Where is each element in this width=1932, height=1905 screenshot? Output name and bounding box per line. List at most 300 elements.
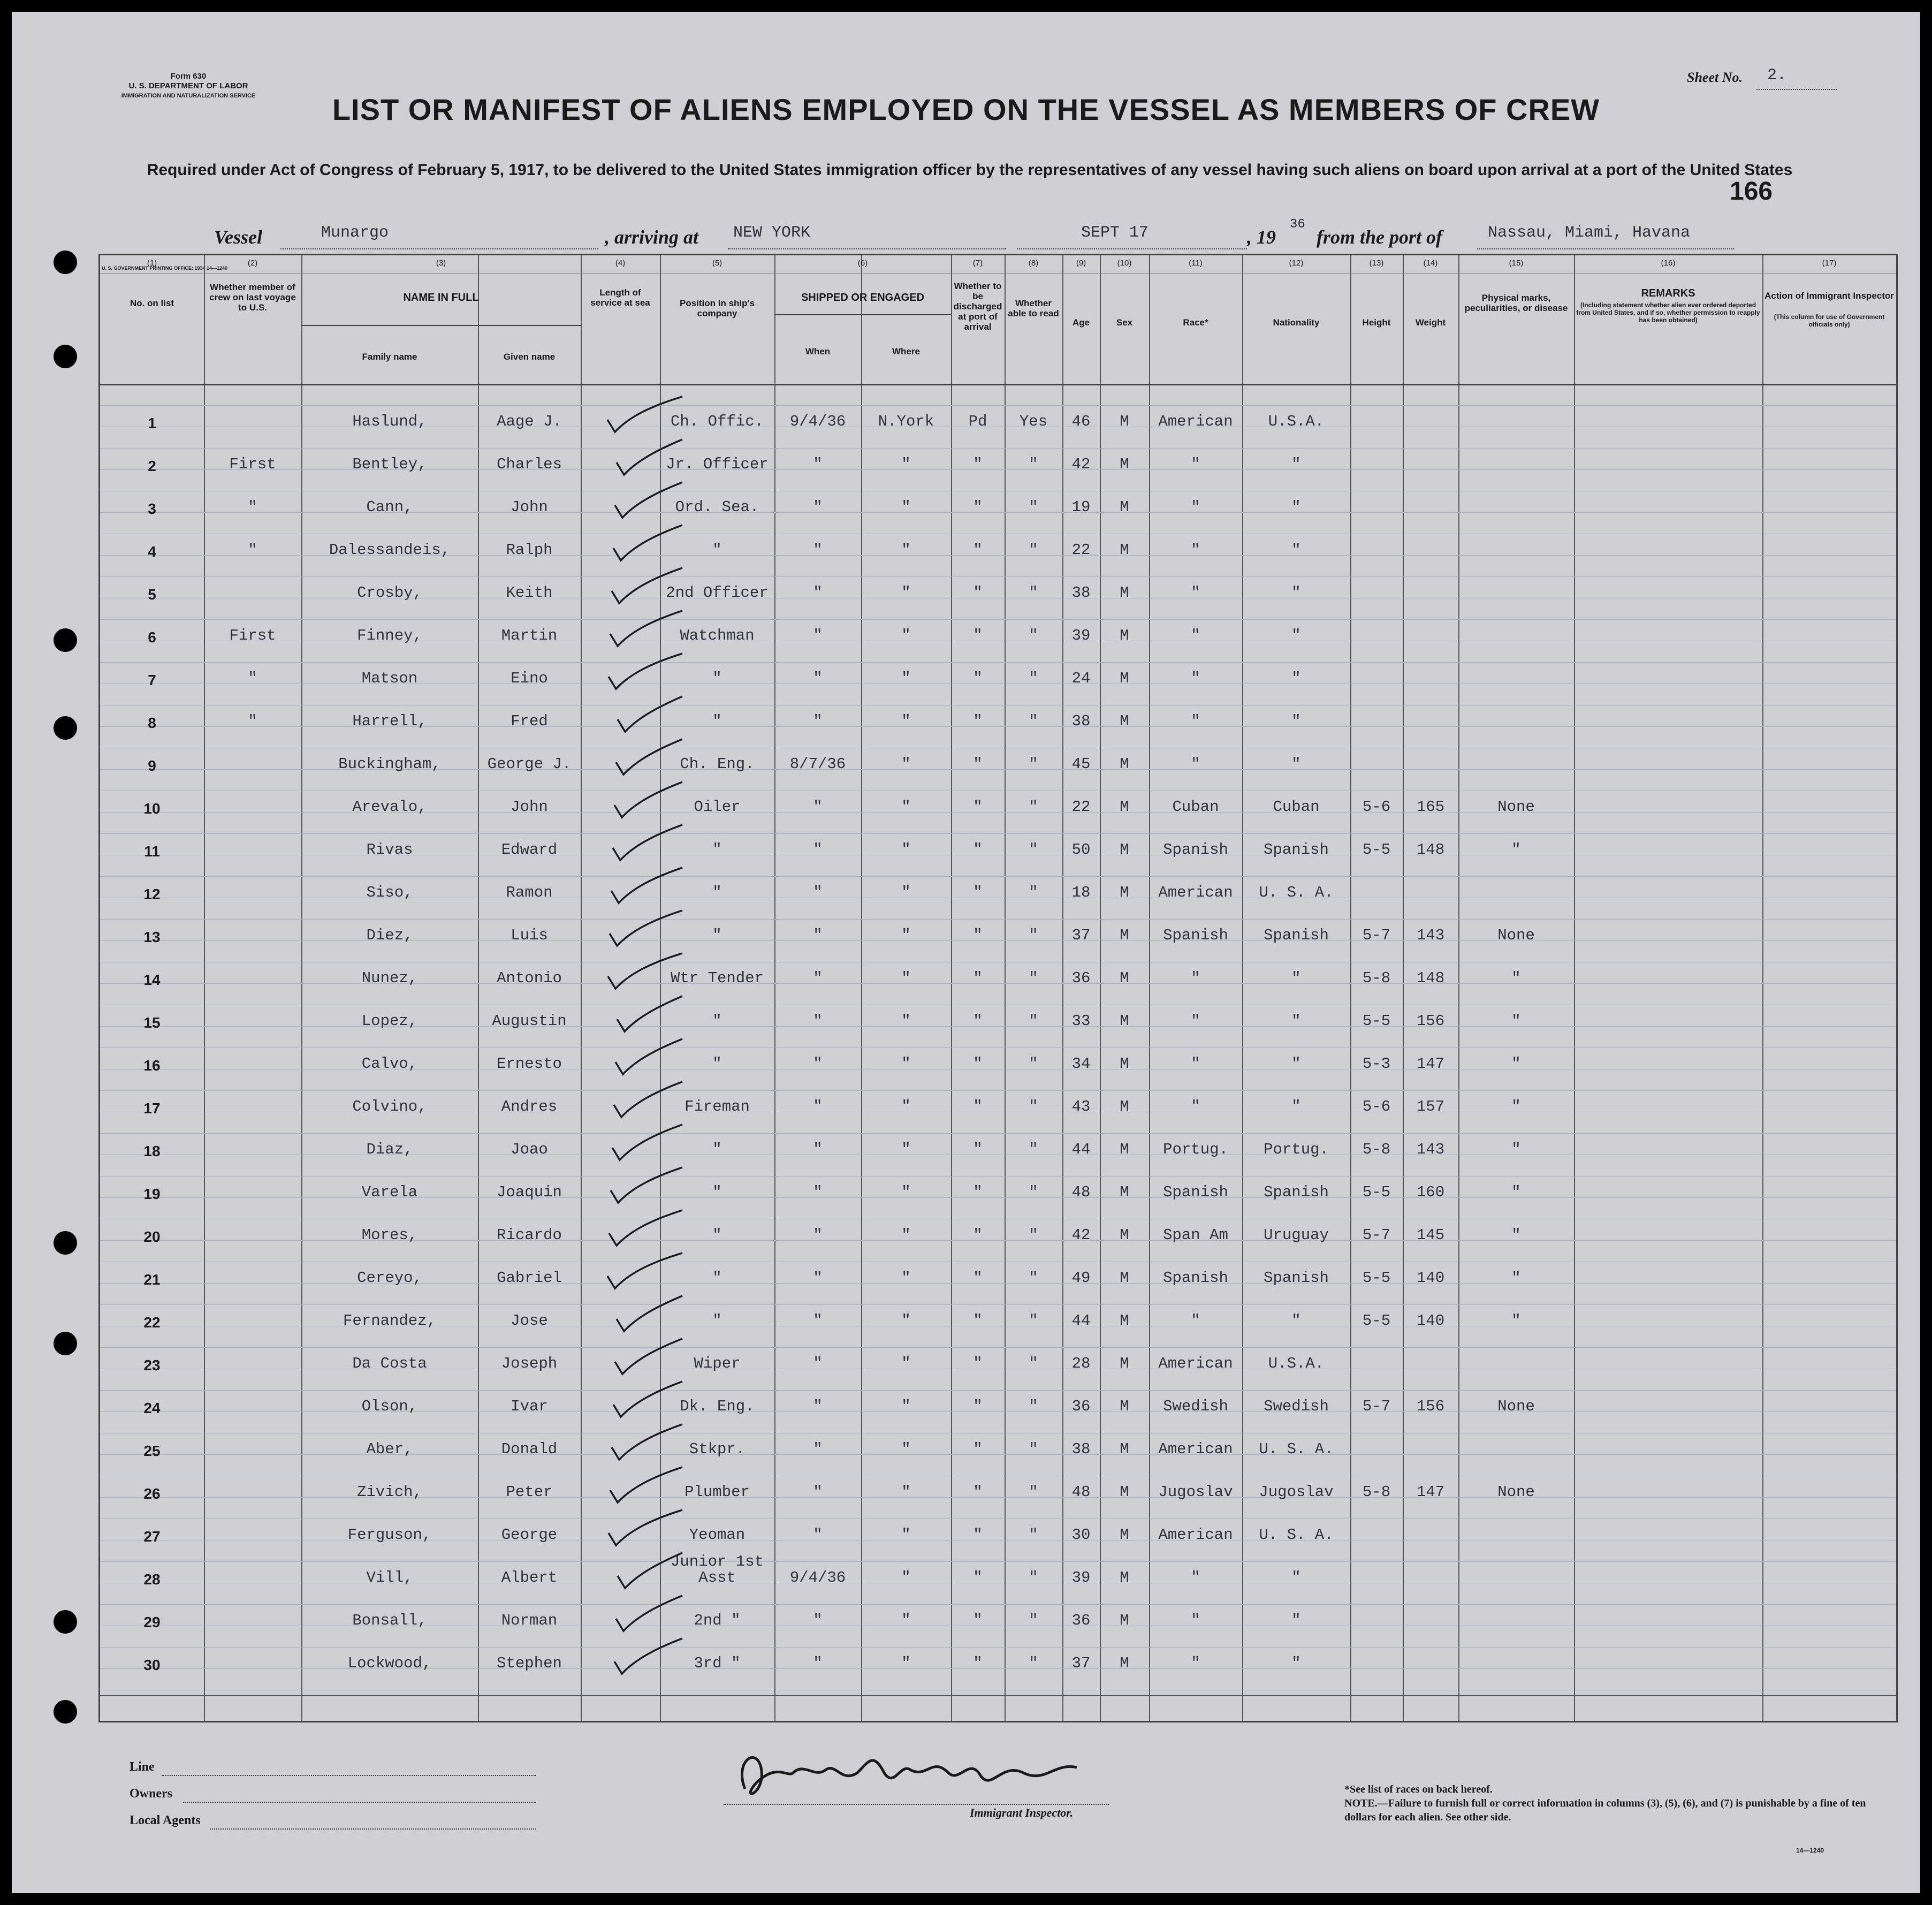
- cell-disch: ": [973, 1398, 983, 1415]
- cell-where: ": [901, 1183, 911, 1201]
- check-mark-icon: [591, 476, 688, 524]
- cell-disch: ": [973, 1012, 983, 1030]
- cell-when: ": [813, 712, 823, 730]
- column-number: (8): [1028, 259, 1039, 268]
- row-number: 10: [143, 800, 161, 817]
- cell-marks: None: [1497, 1398, 1535, 1415]
- cell-where: ": [901, 1098, 911, 1115]
- cell-disch: ": [973, 1612, 983, 1629]
- cell-nationality: U. S. A.: [1259, 1440, 1334, 1458]
- cell-given: Martin: [501, 627, 558, 644]
- check-mark-icon: [591, 1504, 688, 1552]
- cell-race: Spanish: [1163, 1269, 1228, 1287]
- cell-where: ": [901, 498, 911, 516]
- cell-given: John: [511, 498, 548, 516]
- vessel-name: Munargo: [321, 224, 389, 242]
- cell-given: Aage J.: [497, 413, 562, 430]
- cell-nationality: ": [1291, 1055, 1301, 1073]
- cell-nationality: ": [1291, 969, 1301, 987]
- punch-hole: [54, 628, 77, 652]
- cell-sex: M: [1120, 456, 1129, 473]
- header-name-in-full: NAME IN FULL: [403, 292, 479, 303]
- column-number: (15): [1509, 259, 1524, 268]
- punch-hole: [54, 345, 77, 368]
- cell-marks: ": [1511, 1183, 1521, 1201]
- cell-family: Siso,: [366, 884, 413, 901]
- year-label: , 19: [1247, 226, 1276, 248]
- cell-race: American: [1158, 1440, 1233, 1458]
- cell-race: ": [1191, 1612, 1200, 1629]
- cell-nationality: ": [1291, 627, 1301, 644]
- cell-race: ": [1191, 1312, 1200, 1330]
- cell-where: ": [901, 1654, 911, 1672]
- cell-nationality: Cuban: [1273, 798, 1320, 816]
- cell-marks: None: [1497, 1483, 1535, 1501]
- footer-fields: [130, 1760, 558, 1840]
- footnote-block: [1344, 1782, 1880, 1824]
- row-number: 12: [143, 886, 161, 902]
- row-number: 28: [143, 1571, 161, 1588]
- cell-family: Matson: [361, 670, 418, 687]
- cell-read: ": [1029, 1654, 1038, 1672]
- cell-where: ": [901, 884, 911, 901]
- cell-when: ": [813, 1612, 823, 1629]
- table-row: [100, 1386, 1896, 1429]
- check-mark-icon: [591, 1589, 688, 1637]
- cell-where: ": [901, 1483, 911, 1501]
- cell-sex: M: [1120, 1483, 1129, 1501]
- cell-nationality: U. S. A.: [1259, 1526, 1334, 1544]
- cell-read: ": [1029, 584, 1038, 602]
- row-number: 20: [143, 1228, 161, 1245]
- cell-race: ": [1191, 1098, 1200, 1115]
- check-mark-icon: [591, 818, 688, 867]
- table-row: [100, 615, 1896, 658]
- cell-nationality: ": [1291, 1312, 1301, 1330]
- cell-weight: 140: [1416, 1312, 1445, 1330]
- cell-disch: ": [973, 712, 983, 730]
- cell-family: Dalessandeis,: [329, 541, 451, 559]
- row-number: 4: [148, 543, 156, 560]
- header-given-name: Given name: [503, 352, 556, 362]
- table-row: [100, 743, 1896, 786]
- cell-age: 37: [1071, 1654, 1091, 1672]
- table-row: [100, 1643, 1896, 1686]
- row-number: 29: [143, 1614, 161, 1630]
- service-name: IMMIGRATION AND NATURALIZATION SERVICE: [121, 93, 256, 99]
- cell-when: ": [813, 1312, 823, 1330]
- cell-where: ": [901, 1440, 911, 1458]
- cell-height: 5-5: [1362, 1012, 1391, 1030]
- header-physical-marks: Physical marks, peculiarities, or disease: [1464, 293, 1568, 313]
- header-position: Position in ship's company: [679, 298, 755, 318]
- column-number: (13): [1369, 259, 1384, 268]
- header-family-name: Family name: [362, 352, 417, 362]
- cell-nationality: U.S.A.: [1268, 1355, 1325, 1372]
- cell-position: Dk. Eng.: [680, 1398, 755, 1415]
- column-number: (9): [1076, 259, 1086, 268]
- cell-age: 36: [1071, 969, 1091, 987]
- header-discharged: Whether to be discharged at port of arrival: [953, 281, 1002, 332]
- cell-where: ": [901, 541, 911, 559]
- cell-when: ": [813, 884, 823, 901]
- cell-when: ": [813, 798, 823, 816]
- cell-height: 5-7: [1362, 1226, 1391, 1244]
- cell-sex: M: [1120, 1654, 1129, 1672]
- cell-race: Spanish: [1163, 927, 1228, 944]
- print-office-line: U. S. GOVERNMENT PRINTING OFFICE: 1934 14—1240: [102, 265, 228, 271]
- cell-read: ": [1029, 1440, 1038, 1458]
- check-mark-icon: [591, 776, 688, 824]
- crew-table: [98, 254, 1898, 1722]
- cell-family: Ferguson,: [347, 1526, 432, 1544]
- row-number: 27: [143, 1528, 161, 1545]
- cell-read: ": [1029, 969, 1038, 987]
- cell-disch: ": [973, 1526, 983, 1544]
- check-mark-icon: [591, 1204, 688, 1252]
- cell-family: Arevalo,: [352, 798, 427, 816]
- cell-given: Fred: [511, 712, 548, 730]
- cell-race: American: [1158, 1355, 1233, 1372]
- check-mark-icon: [591, 1075, 688, 1124]
- sheet-number-field: [1687, 66, 1847, 86]
- cell-family: Varela: [361, 1183, 418, 1201]
- cell-family: Harrell,: [352, 712, 427, 730]
- cell-weight: 145: [1416, 1226, 1445, 1244]
- cell-when: ": [813, 1183, 823, 1201]
- cell-sex: M: [1120, 969, 1129, 987]
- header-no-on-list: No. on list: [130, 298, 174, 308]
- cell-read: ": [1029, 841, 1038, 859]
- check-mark-icon: [591, 1546, 688, 1595]
- column-number: (17): [1822, 259, 1837, 268]
- cell-race: Spanish: [1163, 841, 1228, 859]
- cell-age: 18: [1071, 884, 1091, 901]
- row-number: 19: [143, 1186, 161, 1202]
- cell-position: Ord. Sea.: [675, 498, 759, 516]
- check-mark-icon: [591, 1461, 688, 1509]
- table-row: [100, 1300, 1896, 1343]
- cell-nationality: ": [1291, 1012, 1301, 1030]
- departure-ports: Nassau, Miami, Havana: [1488, 224, 1691, 242]
- cell-nationality: Spanish: [1264, 927, 1329, 944]
- row-number: 22: [143, 1314, 161, 1331]
- table-row: [100, 1471, 1896, 1514]
- cell-disch: ": [973, 798, 983, 816]
- cell-nationality: Spanish: [1264, 841, 1329, 859]
- check-mark-icon: [591, 690, 688, 738]
- cell-given: Albert: [501, 1569, 558, 1587]
- cell-height: 5-6: [1362, 798, 1391, 816]
- cell-read: ": [1029, 1183, 1038, 1201]
- cell-position: Jr. Officer: [666, 456, 769, 473]
- cell-position: ": [712, 1012, 722, 1030]
- cell-sex: M: [1120, 1055, 1129, 1073]
- cell-when: ": [813, 1355, 823, 1372]
- cell-position: Junior 1st Asst: [670, 1553, 764, 1587]
- cell-age: 39: [1071, 627, 1091, 644]
- cell-when: ": [813, 1398, 823, 1415]
- cell-when: ": [813, 456, 823, 473]
- cell-nationality: ": [1291, 584, 1301, 602]
- cell-family: Lopez,: [361, 1012, 418, 1030]
- cell-where: ": [901, 755, 911, 773]
- cell-race: Swedish: [1163, 1398, 1228, 1415]
- cell-position: ": [712, 884, 722, 901]
- cell-disch: ": [973, 1654, 983, 1672]
- row-number: 30: [143, 1657, 161, 1673]
- cell-nationality: ": [1291, 1098, 1301, 1115]
- cell-weight: 148: [1416, 969, 1445, 987]
- cell-nationality: Portug.: [1264, 1141, 1329, 1158]
- cell-read: Yes: [1019, 413, 1048, 430]
- cell-family: Lockwood,: [347, 1654, 432, 1672]
- row-number: 21: [143, 1271, 161, 1288]
- cell-family: Aber,: [366, 1440, 413, 1458]
- cell-family: Olson,: [361, 1398, 418, 1415]
- cell-sex: M: [1120, 1612, 1129, 1629]
- cell-given: Joao: [511, 1141, 548, 1158]
- cell-given: Eino: [511, 670, 548, 687]
- cell-sex: M: [1120, 1098, 1129, 1115]
- column-number: (3): [436, 259, 446, 268]
- cell-disch: ": [973, 1483, 983, 1501]
- cell-disch: ": [973, 541, 983, 559]
- cell-position: Stkpr.: [689, 1440, 746, 1458]
- arriving-label: , arriving at: [605, 226, 699, 248]
- cell-given: John: [511, 798, 548, 816]
- cell-disch: ": [973, 627, 983, 644]
- cell-height: 5-7: [1362, 1398, 1391, 1415]
- cell-age: 44: [1071, 1312, 1091, 1330]
- cell-nationality: Spanish: [1264, 1183, 1329, 1201]
- cell-family: Calvo,: [361, 1055, 418, 1073]
- cell-disch: ": [973, 456, 983, 473]
- arrival-year: 36: [1290, 217, 1305, 232]
- cell-read: ": [1029, 1141, 1038, 1158]
- column-number: (2): [247, 259, 258, 268]
- cell-age: 43: [1071, 1098, 1091, 1115]
- cell-height: 5-5: [1362, 841, 1391, 859]
- cell-given: Ricardo: [497, 1226, 562, 1244]
- header-remarks: REMARKS: [1641, 287, 1695, 299]
- cell-position: Watchman: [680, 627, 755, 644]
- table-row: [100, 401, 1896, 444]
- row-number: 1: [148, 415, 156, 431]
- check-mark-icon: [591, 1033, 688, 1081]
- cell-family: Zivich,: [357, 1483, 422, 1501]
- cell-where: ": [901, 1226, 911, 1244]
- cell-when: ": [813, 1654, 823, 1672]
- cell-age: 37: [1071, 927, 1091, 944]
- cell-where: ": [901, 712, 911, 730]
- cell-given: Augustin: [492, 1012, 567, 1030]
- cell-sex: M: [1120, 1440, 1129, 1458]
- cell-when: ": [813, 584, 823, 602]
- table-row: [100, 1429, 1896, 1471]
- cell-where: ": [901, 627, 911, 644]
- cell-age: 36: [1071, 1612, 1091, 1629]
- cell-nationality: ": [1291, 541, 1301, 559]
- cell-height: 5-5: [1362, 1312, 1391, 1330]
- cell-height: 5-8: [1362, 1483, 1391, 1501]
- cell-nationality: Swedish: [1264, 1398, 1329, 1415]
- cell-read: ": [1029, 627, 1038, 644]
- cell-where: ": [901, 1398, 911, 1415]
- cell-family: Da Costa: [352, 1355, 427, 1372]
- table-row: [100, 1086, 1896, 1129]
- punch-hole: [54, 716, 77, 740]
- cell-height: 5-6: [1362, 1098, 1391, 1115]
- cell-race: ": [1191, 456, 1200, 473]
- column-number: (14): [1423, 259, 1438, 268]
- cell-given: Andres: [501, 1098, 558, 1115]
- cell-given: Ramon: [506, 884, 553, 901]
- header-length-of-service: Length of service at sea: [590, 287, 650, 308]
- cell-nationality: Uruguay: [1264, 1226, 1329, 1244]
- column-number: (11): [1189, 259, 1203, 268]
- cell-weight: 156: [1416, 1398, 1445, 1415]
- cell-sex: M: [1120, 1526, 1129, 1544]
- arrival-date: SEPT 17: [1081, 224, 1149, 242]
- cell-prev: ": [248, 498, 257, 516]
- cell-age: 50: [1071, 841, 1091, 859]
- column-number: (4): [615, 259, 626, 268]
- cell-when: ": [813, 627, 823, 644]
- cell-position: Ch. Offic.: [670, 413, 764, 430]
- cell-given: Gabriel: [497, 1269, 562, 1287]
- cell-when: ": [813, 1055, 823, 1073]
- cell-height: 5-8: [1362, 1141, 1391, 1158]
- column-number: (16): [1661, 259, 1676, 268]
- form-code: 14—1240: [1796, 1847, 1824, 1854]
- cell-marks: ": [1511, 1269, 1521, 1287]
- cell-when: ": [813, 927, 823, 944]
- note-label: NOTE.: [1344, 1797, 1378, 1809]
- cell-sex: M: [1120, 1226, 1129, 1244]
- cell-read: ": [1029, 927, 1038, 944]
- cell-read: ": [1029, 456, 1038, 473]
- cell-position: Ch. Eng.: [680, 755, 755, 773]
- table-row: [100, 572, 1896, 615]
- stamp-number: 166: [1730, 177, 1773, 206]
- punch-hole: [54, 1610, 77, 1634]
- cell-height: 5-5: [1362, 1269, 1391, 1287]
- cell-family: Mores,: [361, 1226, 418, 1244]
- check-mark-icon: [591, 1332, 688, 1380]
- cell-height: 5-5: [1362, 1183, 1391, 1201]
- form-number: Form 630: [170, 72, 207, 81]
- cell-disch: Pd: [968, 413, 987, 430]
- cell-where: ": [901, 969, 911, 987]
- cell-position: 2nd ": [694, 1612, 741, 1629]
- cell-given: Stephen: [497, 1654, 562, 1672]
- cell-when: ": [813, 1269, 823, 1287]
- cell-read: ": [1029, 798, 1038, 816]
- cell-weight: 143: [1416, 1141, 1445, 1158]
- row-number: 3: [148, 500, 156, 517]
- cell-disch: ": [973, 969, 983, 987]
- cell-where: ": [901, 927, 911, 944]
- table-row: [100, 701, 1896, 743]
- cell-age: 42: [1071, 456, 1091, 473]
- cell-disch: ": [973, 884, 983, 901]
- cell-weight: 165: [1416, 798, 1445, 816]
- cell-disch: ": [973, 927, 983, 944]
- cell-given: Ernesto: [497, 1055, 562, 1073]
- cell-position: ": [712, 670, 722, 687]
- cell-prev: First: [229, 627, 276, 644]
- cell-position: ": [712, 541, 722, 559]
- cell-given: George J.: [487, 755, 572, 773]
- check-mark-icon: [591, 1247, 688, 1295]
- row-number: 16: [143, 1057, 161, 1074]
- cell-marks: ": [1511, 1226, 1521, 1244]
- cell-read: ": [1029, 670, 1038, 687]
- check-mark-icon: [591, 390, 688, 438]
- cell-nationality: ": [1291, 1654, 1301, 1672]
- owners-label: Owners: [130, 1787, 172, 1801]
- cell-age: 46: [1071, 413, 1091, 430]
- cell-prev: ": [248, 541, 257, 559]
- cell-marks: ": [1511, 1141, 1521, 1158]
- check-mark-icon: [591, 1289, 688, 1338]
- check-mark-icon: [591, 861, 688, 909]
- header-weight: Weight: [1415, 317, 1446, 328]
- cell-position: Yeoman: [689, 1526, 746, 1544]
- cell-where: ": [901, 1569, 911, 1587]
- table-row: [100, 1172, 1896, 1215]
- row-number: 24: [143, 1400, 161, 1416]
- cell-race: ": [1191, 755, 1200, 773]
- cell-position: Fireman: [684, 1098, 750, 1115]
- cell-position: ": [712, 927, 722, 944]
- table-row: [100, 1514, 1896, 1557]
- cell-when: ": [813, 1226, 823, 1244]
- cell-nationality: ": [1291, 498, 1301, 516]
- cell-age: 22: [1071, 798, 1091, 816]
- cell-sex: M: [1120, 1183, 1129, 1201]
- cell-prev: ": [248, 712, 257, 730]
- cell-where: ": [901, 584, 911, 602]
- cell-disch: ": [973, 584, 983, 602]
- cell-sex: M: [1120, 927, 1129, 944]
- cell-read: ": [1029, 1612, 1038, 1629]
- cell-read: ": [1029, 498, 1038, 516]
- cell-race: ": [1191, 1012, 1200, 1030]
- table-row: [100, 487, 1896, 529]
- cell-given: Keith: [506, 584, 553, 602]
- cell-where: ": [901, 1526, 911, 1544]
- cell-race: ": [1191, 584, 1200, 602]
- cell-sex: M: [1120, 884, 1129, 901]
- cell-sex: M: [1120, 712, 1129, 730]
- cell-read: ": [1029, 1312, 1038, 1330]
- cell-given: George: [501, 1526, 558, 1544]
- cell-family: Cann,: [366, 498, 413, 516]
- cell-read: ": [1029, 1055, 1038, 1073]
- cell-age: 44: [1071, 1141, 1091, 1158]
- cell-disch: ": [973, 670, 983, 687]
- cell-when: ": [813, 541, 823, 559]
- cell-given: Ralph: [506, 541, 553, 559]
- cell-sex: M: [1120, 798, 1129, 816]
- punch-hole: [54, 251, 77, 274]
- cell-family: Buckingham,: [338, 755, 441, 773]
- header-able-to-read: Whether able to read: [1008, 298, 1059, 318]
- cell-disch: ": [973, 1183, 983, 1201]
- arrival-port: NEW YORK: [733, 224, 811, 242]
